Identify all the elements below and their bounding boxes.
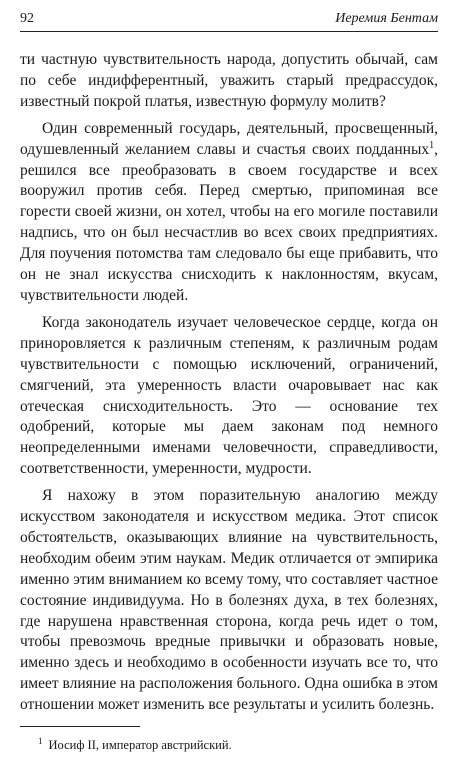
footnote-text: Иосиф II, император австрийский. <box>48 738 232 753</box>
running-header <box>20 10 438 32</box>
paragraph <box>20 119 438 307</box>
footnote <box>20 733 438 753</box>
paragraph-text: Один современный государь, деятельный, просвещенный, одушевленный желанием славы и счастья своих подданных <box>20 119 438 158</box>
paragraph: Я нахожу в этом поразительную аналогию между искусством законодателя и искусством медика. Этот список обстоятельств, оказывающих влияние на чувствительность, необходим обеим этим наукам. Медик отличается от эмпирика именно этим вниманием ко всему тому, что составляет частное состояние индивидуума. Но в болезнях духа, в тех болезнях, где нарушена нравственная сторона, когда речь идет о том, чтобы превозмочь вредные привычки и образовать новые, именно здесь и необходимо в особенности изучать все то, что имеет влияние на расположения больного. Одна ошибка в этом отношении может изменить все результаты и усилить болезнь. <box>20 487 438 714</box>
body-text <box>20 50 438 716</box>
running-title: Иеремия Бентам <box>335 11 438 26</box>
book-page <box>20 10 438 764</box>
paragraph: Когда законодатель изучает человеческое сердце, когда он приноровляется к различным степеням, к различным родам чувствительности с помощью исключений, ограничений, смягчений, эта умеренность власти очаровывает нас как отеческая снисходительность. Это — основание тех одобрений, которые мы даем законам под немного неопределенными именами человечности, справедливости, соответственности, умеренности, мудрости. <box>20 313 438 478</box>
footnote-reference[interactable]: 1 <box>429 139 435 151</box>
footnote-number: 1 <box>38 736 43 747</box>
footnote-divider <box>20 726 140 727</box>
page-number: 92 <box>20 11 34 26</box>
paragraph-text: , решился все преобразовать в своем государстве и всех вооружил против себя. Перед смертью, припоминая все горести своей жизни, он хотел, чтобы на его могиле поставили надпись, что он был несчастлив во всех своих предприятиях. Для поучения потомства там следовало бы еще прибавить, что он не знал искусства снисходить к наклонностям, вкусам, чувствительности людей. <box>20 140 438 304</box>
paragraph-continuation: ти частную чувствительность народа, допустить обычай, сам по себе индифферентный, уважить старый предрассудок, известный покрой платья, известную формулу молитв? <box>20 51 438 110</box>
